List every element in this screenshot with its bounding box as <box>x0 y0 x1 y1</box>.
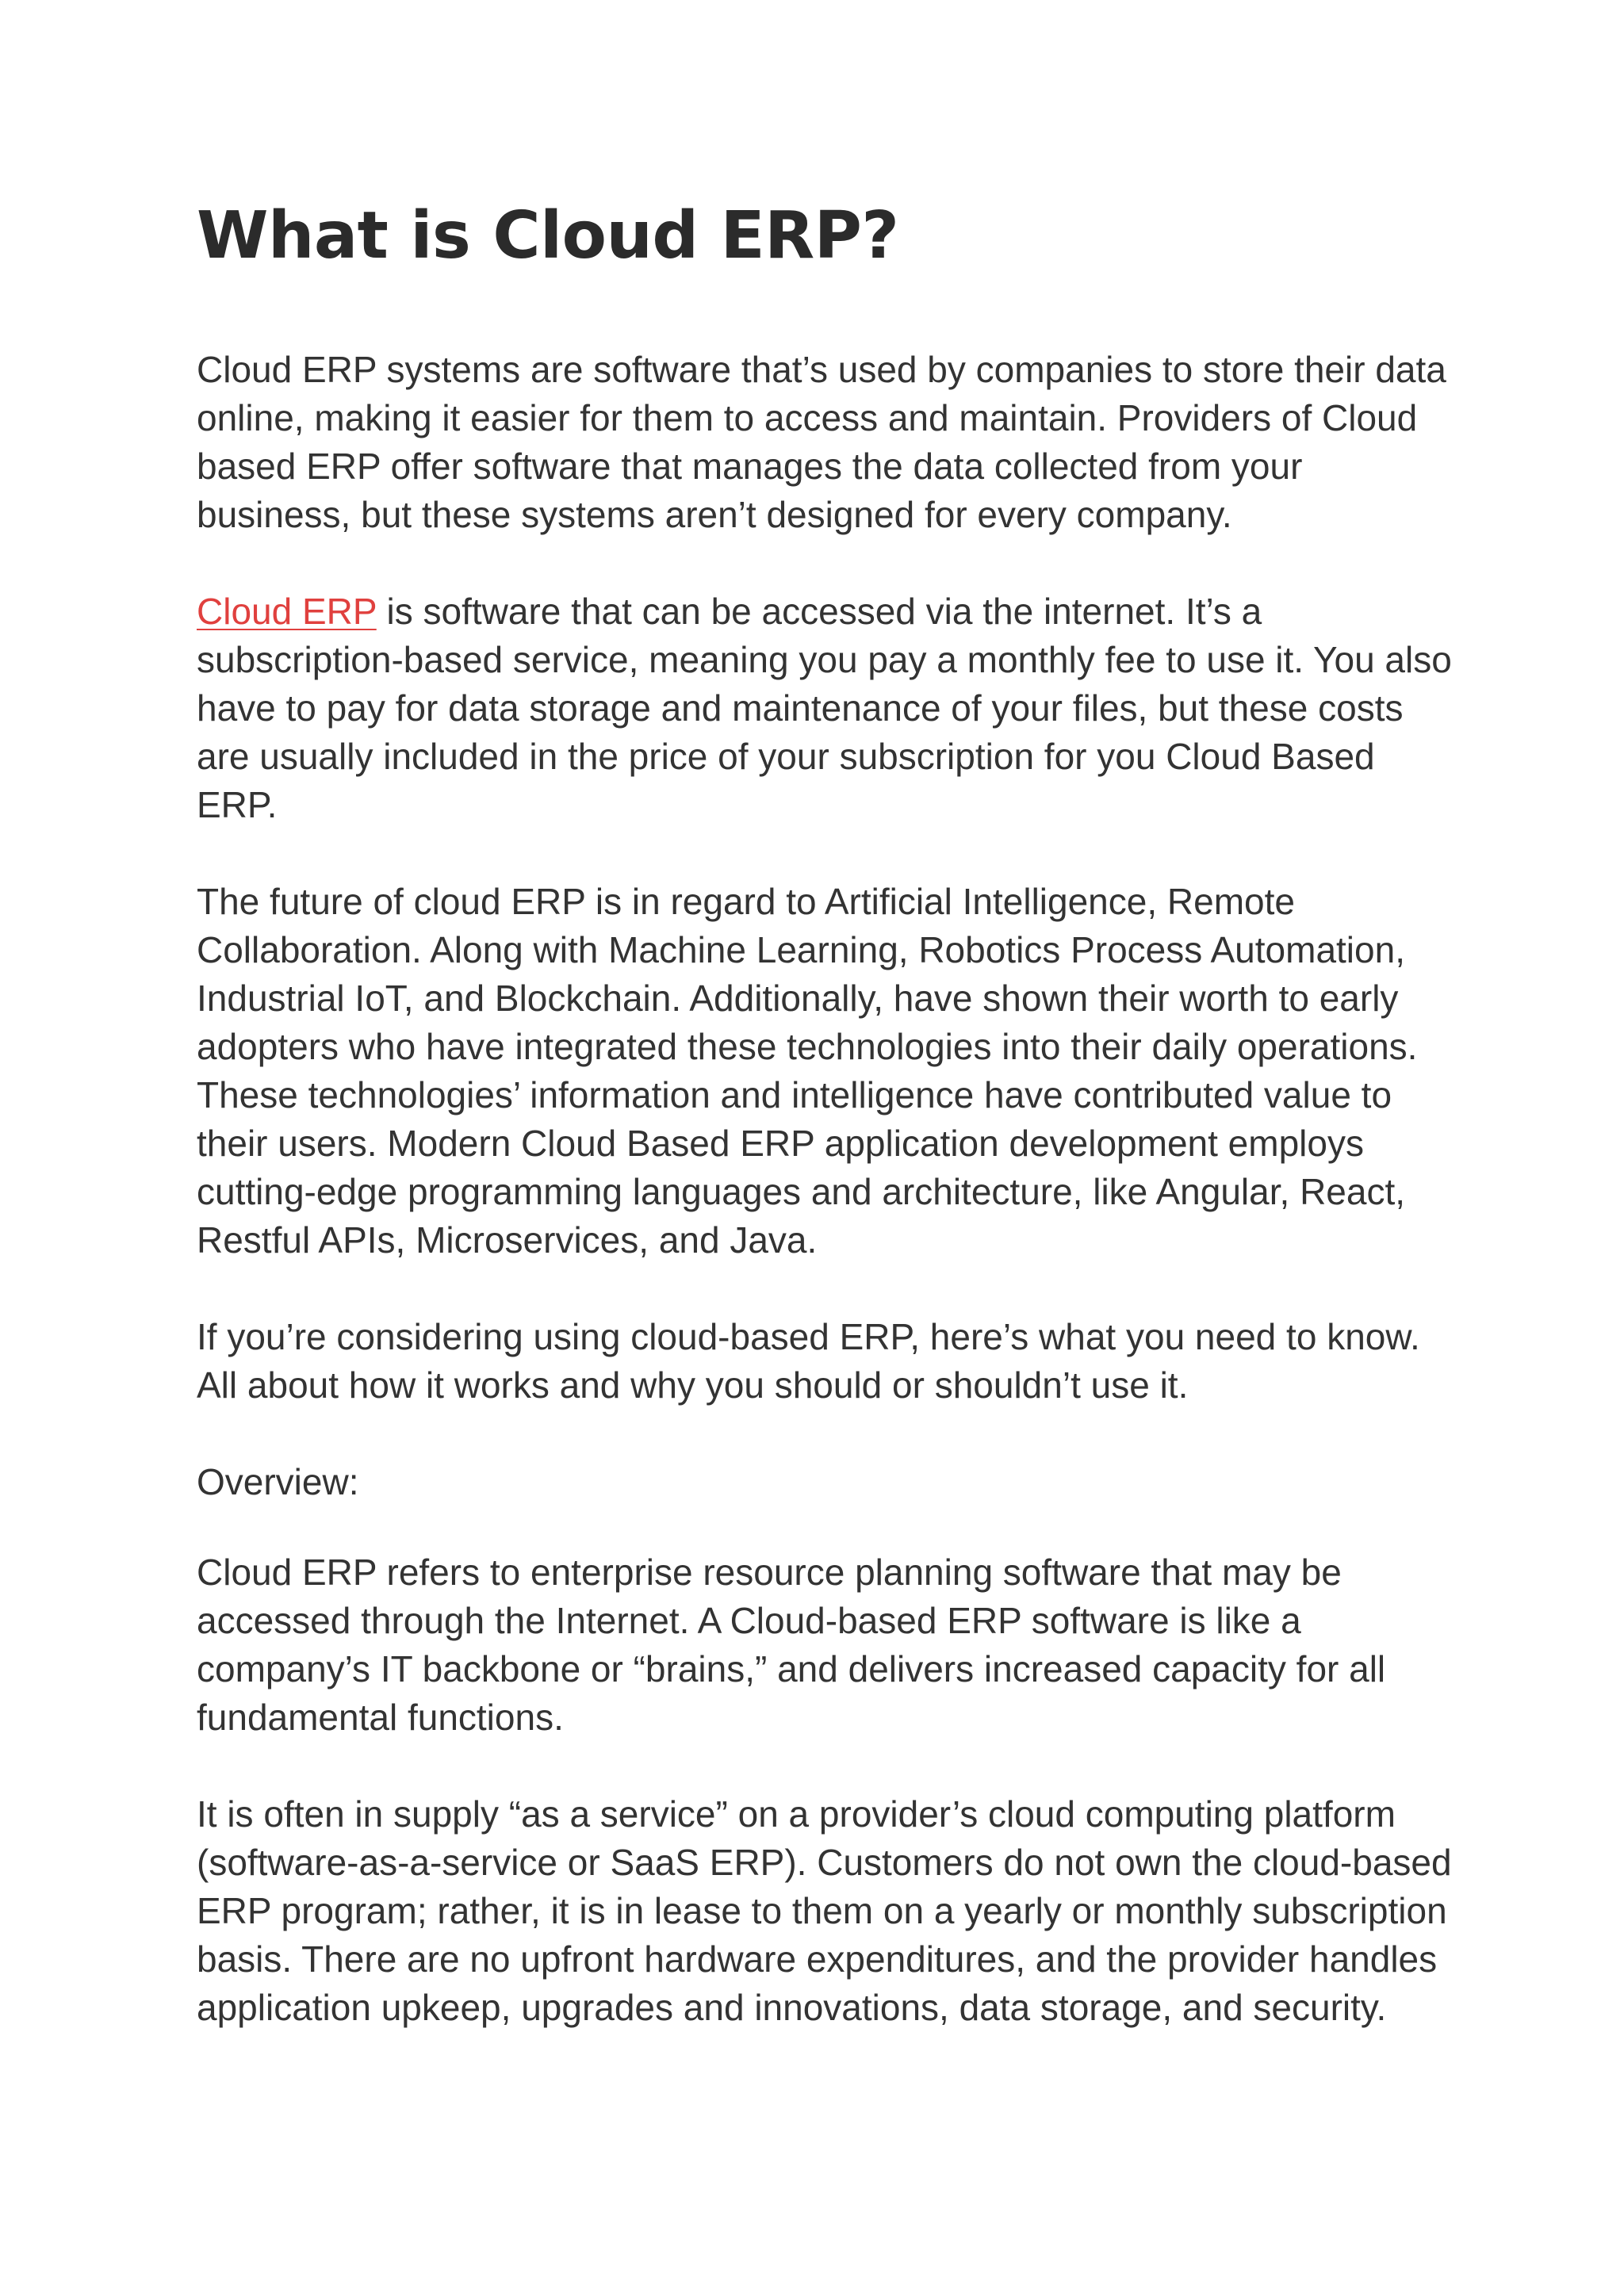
page-title: What is Cloud ERP? <box>197 198 899 274</box>
paragraph-intro: Cloud ERP systems are software that’s used by companies to store their data online, making it easier for them to access and maintain. Providers of Cloud based ERP offer software that manages the data collected from your business, but these systems aren’t designed for every company. <box>197 349 1446 535</box>
cloud-erp-link[interactable]: Cloud ERP <box>197 591 377 632</box>
paragraph-future: The future of cloud ERP is in regard to Artificial Intelligence, Remote Collaboration. Along with Machine Learning, Robotics Process Automation, Industrial IoT, and Blockchain. Additionally, have shown their worth to early adopters who have integrated these technologies into their daily operations. These technologies’ information and intelligence have contributed value to their users. Modern Cloud Based ERP application development employs cutting-edge programming languages and architecture, like Angular, React, Restful APIs, Microservices, and Java. <box>197 881 1418 1261</box>
paragraph-definition-text: is software that can be accessed via the internet. It’s a subscription-based service, meaning you pay a monthly fee to use it. You also have to pay for data storage and maintenance of your files, but these costs are usually included in the price of your subscription for you Cloud Based ERP. <box>197 591 1452 825</box>
paragraph-definition <box>197 587 1457 829</box>
overview-heading: Overview: <box>197 1461 359 1502</box>
article-body <box>197 197 1457 2080</box>
paragraph-overview: Cloud ERP refers to enterprise resource planning software that may be accessed through the Internet. A Cloud-based ERP software is like a company’s IT backbone or “brains,” and delivers increased capacity for all fundamental functions. <box>197 1552 1386 1738</box>
paragraph-saas: It is often in supply “as a service” on a provider’s cloud computing platform (software-as-a-service or SaaS ERP). Customers do not own the cloud-based ERP program; rather, it is in lease to them on a yearly or monthly subscription basis. There are no upfront hardware expenditures, and the provider handles application upkeep, upgrades and innovations, data storage, and security. <box>197 1793 1452 2028</box>
paragraph-considering: If you’re considering using cloud-based ERP, here’s what you need to know. All about how it works and why you should or shouldn’t use it. <box>197 1316 1420 1406</box>
